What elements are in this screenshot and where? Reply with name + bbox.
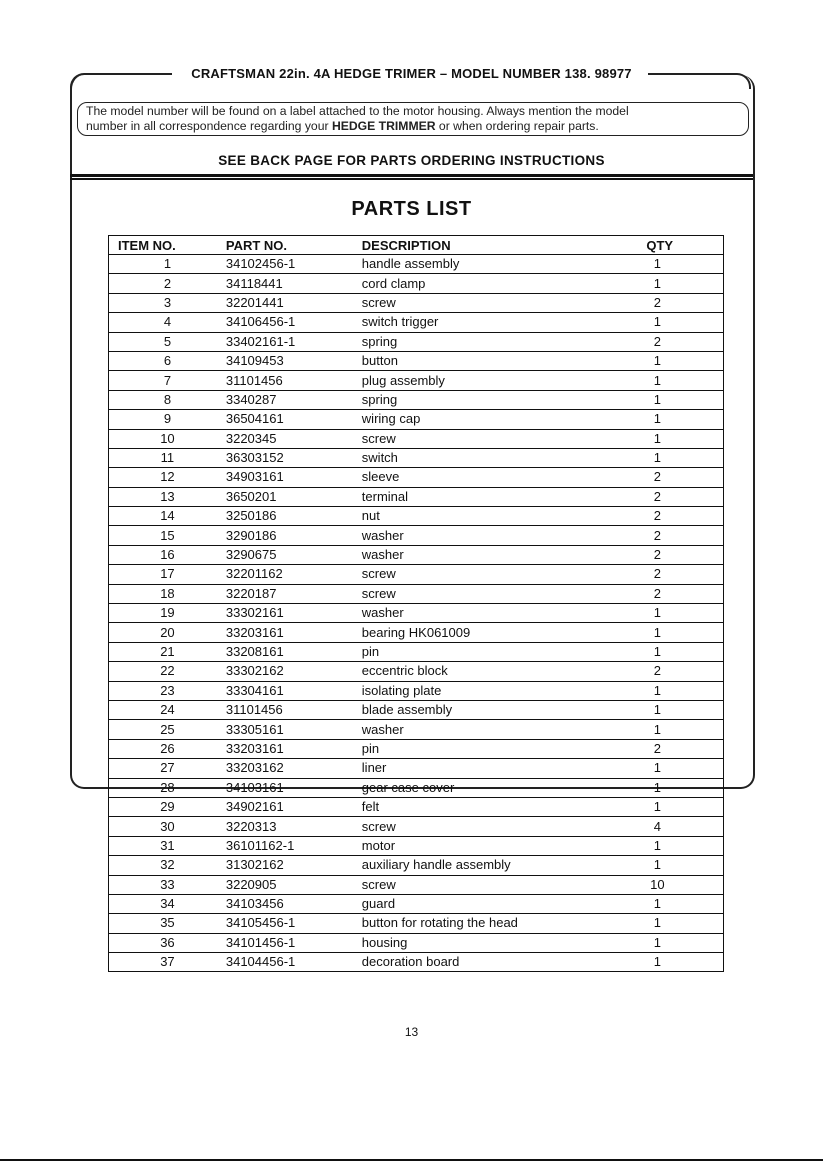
qty-cell (646, 255, 723, 274)
divider-thick (70, 174, 753, 177)
qty-cell (646, 700, 723, 719)
qty-value: 2 (653, 663, 661, 679)
qty-cell (646, 332, 723, 351)
qty-value: 2 (653, 294, 661, 310)
item-no-cell: 23 (109, 681, 226, 700)
qty-cell (646, 584, 723, 603)
part-no-cell: 3250186 (226, 507, 362, 526)
table-row (109, 856, 724, 875)
qty-cell (646, 448, 723, 467)
item-no-cell: 20 (109, 623, 226, 642)
qty-value: 1 (653, 857, 661, 873)
column-header-item-no: ITEM NO. (109, 236, 226, 255)
part-no-cell: 34105456-1 (226, 914, 362, 933)
part-no-cell: 3340287 (226, 390, 362, 409)
qty-value: 1 (653, 372, 661, 388)
item-no-cell: 35 (109, 914, 226, 933)
part-no-cell: 33304161 (226, 681, 362, 700)
part-no-cell: 33305161 (226, 720, 362, 739)
table-row (109, 410, 724, 429)
table-row (109, 933, 724, 952)
description-cell: isolating plate (362, 681, 647, 700)
table-row (109, 778, 724, 797)
part-no-cell: 34118441 (226, 274, 362, 293)
description-cell: cord clamp (362, 274, 647, 293)
part-no-cell: 33203162 (226, 759, 362, 778)
qty-cell (646, 526, 723, 545)
parts-table-body (109, 255, 724, 972)
part-no-cell: 34102456-1 (226, 255, 362, 274)
item-no-cell: 28 (109, 778, 226, 797)
item-no-cell: 30 (109, 817, 226, 836)
table-row (109, 351, 724, 370)
item-no-cell: 24 (109, 700, 226, 719)
qty-value: 2 (653, 469, 661, 485)
item-no-cell: 27 (109, 759, 226, 778)
qty-cell (646, 351, 723, 370)
part-no-cell: 3290675 (226, 545, 362, 564)
qty-cell (646, 487, 723, 506)
model-number-notice (77, 102, 749, 136)
qty-value: 2 (653, 488, 661, 504)
column-header-part-no: PART NO. (226, 236, 362, 255)
qty-value: 1 (653, 954, 661, 970)
divider-thin (70, 178, 753, 180)
qty-cell (646, 293, 723, 312)
table-row (109, 545, 724, 564)
qty-cell (646, 778, 723, 797)
part-no-cell: 33302161 (226, 604, 362, 623)
qty-value: 1 (653, 760, 661, 776)
description-cell: wiring cap (362, 410, 647, 429)
notice-product-name: HEDGE TRIMMER (331, 119, 436, 133)
item-no-cell: 11 (109, 448, 226, 467)
description-cell: liner (362, 759, 647, 778)
notice-line-2-prefix: number in all correspondence regarding your (86, 119, 332, 133)
column-header-description: DESCRIPTION (362, 236, 647, 255)
table-row (109, 894, 724, 913)
description-cell: screw (362, 817, 647, 836)
qty-cell (646, 739, 723, 758)
qty-cell (646, 545, 723, 564)
qty-cell (646, 642, 723, 661)
table-row (109, 797, 724, 816)
qty-value: 1 (653, 430, 661, 446)
table-row (109, 953, 724, 972)
qty-value: 1 (653, 256, 661, 272)
qty-value: 1 (653, 799, 661, 815)
part-no-cell: 34109453 (226, 351, 362, 370)
qty-value: 2 (653, 333, 661, 349)
description-cell: button for rotating the head (362, 914, 647, 933)
qty-cell (646, 662, 723, 681)
qty-value: 1 (653, 721, 661, 737)
item-no-cell: 5 (109, 332, 226, 351)
description-cell: gear case cover (362, 778, 647, 797)
part-no-cell: 31101456 (226, 371, 362, 390)
item-no-cell: 4 (109, 313, 226, 332)
qty-cell (646, 817, 723, 836)
table-row (109, 565, 724, 584)
parts-list-title: PARTS LIST (351, 198, 472, 220)
part-no-cell: 34903161 (226, 468, 362, 487)
qty-cell (646, 856, 723, 875)
table-row (109, 468, 724, 487)
qty-cell (646, 274, 723, 293)
table-row (109, 507, 724, 526)
qty-value: 2 (653, 740, 661, 756)
description-cell: guard (362, 894, 647, 913)
description-cell: washer (362, 604, 647, 623)
qty-cell (646, 836, 723, 855)
page-bottom-rule (0, 1159, 823, 1161)
qty-cell (646, 604, 723, 623)
part-no-cell: 36504161 (226, 410, 362, 429)
qty-value: 2 (653, 566, 661, 582)
qty-value: 1 (653, 605, 661, 621)
table-row (109, 700, 724, 719)
qty-cell (646, 468, 723, 487)
description-cell: handle assembly (362, 255, 647, 274)
description-cell: pin (362, 739, 647, 758)
item-no-cell: 33 (109, 875, 226, 894)
description-cell: screw (362, 293, 647, 312)
part-no-cell: 3220905 (226, 875, 362, 894)
description-cell: button (362, 351, 647, 370)
description-cell: blade assembly (362, 700, 647, 719)
description-cell: screw (362, 875, 647, 894)
part-no-cell: 3220187 (226, 584, 362, 603)
qty-cell (646, 894, 723, 913)
qty-value: 1 (653, 353, 661, 369)
item-no-cell: 8 (109, 390, 226, 409)
table-row (109, 371, 724, 390)
table-row (109, 487, 724, 506)
description-cell: washer (362, 526, 647, 545)
item-no-cell: 6 (109, 351, 226, 370)
description-cell: nut (362, 507, 647, 526)
table-row (109, 642, 724, 661)
description-cell: eccentric block (362, 662, 647, 681)
qty-value: 1 (653, 644, 661, 659)
part-no-cell: 36303152 (226, 448, 362, 467)
part-no-cell: 3650201 (226, 487, 362, 506)
table-row (109, 739, 724, 758)
qty-cell (646, 507, 723, 526)
qty-value: 1 (653, 314, 661, 330)
description-cell: switch (362, 448, 647, 467)
qty-value: 1 (653, 934, 661, 950)
description-cell: pin (362, 642, 647, 661)
table-row (109, 390, 724, 409)
item-no-cell: 2 (109, 274, 226, 293)
qty-cell (646, 875, 723, 894)
qty-cell (646, 429, 723, 448)
qty-cell (646, 797, 723, 816)
table-row (109, 681, 724, 700)
page-number: 13 (404, 1025, 419, 1039)
table-row (109, 836, 724, 855)
qty-value: 1 (653, 624, 661, 640)
description-cell: switch trigger (362, 313, 647, 332)
table-row (109, 662, 724, 681)
qty-value: 4 (653, 818, 661, 834)
description-cell: washer (362, 545, 647, 564)
description-cell: bearing HK061009 (362, 623, 647, 642)
notice-line-2 (86, 119, 740, 134)
description-cell: spring (362, 332, 647, 351)
description-cell: decoration board (362, 953, 647, 972)
qty-cell (646, 565, 723, 584)
table-header-row (109, 236, 724, 255)
description-cell: screw (362, 565, 647, 584)
item-no-cell: 7 (109, 371, 226, 390)
item-no-cell: 34 (109, 894, 226, 913)
part-no-cell: 32201441 (226, 293, 362, 312)
qty-value: 2 (653, 547, 661, 563)
table-row (109, 293, 724, 312)
description-cell: plug assembly (362, 371, 647, 390)
part-no-cell: 3290186 (226, 526, 362, 545)
table-row (109, 332, 724, 351)
item-no-cell: 17 (109, 565, 226, 584)
qty-value: 1 (653, 837, 661, 853)
item-no-cell: 12 (109, 468, 226, 487)
qty-value: 1 (653, 915, 661, 931)
ordering-instructions-note: SEE BACK PAGE FOR PARTS ORDERING INSTRUCTIONS (218, 153, 605, 168)
description-cell: sleeve (362, 468, 647, 487)
item-no-cell: 18 (109, 584, 226, 603)
item-no-cell: 37 (109, 953, 226, 972)
qty-cell (646, 390, 723, 409)
item-no-cell: 22 (109, 662, 226, 681)
table-row (109, 274, 724, 293)
qty-cell (646, 410, 723, 429)
qty-value: 2 (653, 508, 661, 524)
description-cell: screw (362, 584, 647, 603)
item-no-cell: 25 (109, 720, 226, 739)
part-no-cell: 36101162-1 (226, 836, 362, 855)
qty-value: 1 (653, 391, 661, 407)
part-no-cell: 34106456-1 (226, 313, 362, 332)
qty-cell (646, 681, 723, 700)
part-no-cell: 34103456 (226, 894, 362, 913)
part-no-cell: 31302162 (226, 856, 362, 875)
document-header (0, 66, 823, 81)
table-row (109, 623, 724, 642)
qty-value: 1 (653, 450, 661, 466)
table-row (109, 604, 724, 623)
item-no-cell: 29 (109, 797, 226, 816)
column-header-qty: QTY (646, 236, 723, 255)
item-no-cell: 26 (109, 739, 226, 758)
item-no-cell: 13 (109, 487, 226, 506)
qty-value: 1 (653, 411, 661, 427)
description-cell: washer (362, 720, 647, 739)
qty-cell (646, 914, 723, 933)
table-row (109, 914, 724, 933)
item-no-cell: 3 (109, 293, 226, 312)
part-no-cell: 33203161 (226, 739, 362, 758)
qty-value: 2 (653, 585, 661, 601)
item-no-cell: 16 (109, 545, 226, 564)
table-row (109, 313, 724, 332)
qty-value: 1 (653, 275, 661, 291)
item-no-cell: 31 (109, 836, 226, 855)
header-title: CRAFTSMAN 22in. 4A HEDGE TRIMER – MODEL NUMBER 138. 98977 (187, 66, 636, 81)
description-cell: terminal (362, 487, 647, 506)
item-no-cell: 21 (109, 642, 226, 661)
description-cell: auxiliary handle assembly (362, 856, 647, 875)
part-no-cell: 33402161-1 (226, 332, 362, 351)
qty-value: 1 (653, 682, 661, 698)
description-cell: housing (362, 933, 647, 952)
part-no-cell: 34104456-1 (226, 953, 362, 972)
part-no-cell: 34902161 (226, 797, 362, 816)
table-row (109, 448, 724, 467)
qty-cell (646, 371, 723, 390)
item-no-cell: 32 (109, 856, 226, 875)
item-no-cell: 1 (109, 255, 226, 274)
qty-cell (646, 623, 723, 642)
parts-table (108, 235, 724, 972)
part-no-cell: 33302162 (226, 662, 362, 681)
item-no-cell: 15 (109, 526, 226, 545)
part-no-cell: 3220313 (226, 817, 362, 836)
qty-value: 2 (653, 527, 661, 543)
qty-cell (646, 759, 723, 778)
table-row (109, 875, 724, 894)
description-cell: spring (362, 390, 647, 409)
part-no-cell: 32201162 (226, 565, 362, 584)
item-no-cell: 19 (109, 604, 226, 623)
notice-line-1: The model number will be found on a label attached to the motor housing. Always mention the model (86, 104, 629, 118)
part-no-cell: 33208161 (226, 642, 362, 661)
table-row (109, 526, 724, 545)
qty-cell (646, 933, 723, 952)
table-row (109, 817, 724, 836)
description-cell: screw (362, 429, 647, 448)
qty-cell (646, 720, 723, 739)
part-no-cell: 3220345 (226, 429, 362, 448)
table-row (109, 720, 724, 739)
description-cell: motor (362, 836, 647, 855)
description-cell: felt (362, 797, 647, 816)
qty-value: 1 (653, 896, 661, 912)
qty-value: 10 (650, 876, 665, 892)
qty-cell (646, 313, 723, 332)
item-no-cell: 9 (109, 410, 226, 429)
notice-line-2-suffix: or when ordering repair parts. (435, 119, 599, 133)
table-row (109, 255, 724, 274)
part-no-cell: 34101456-1 (226, 933, 362, 952)
part-no-cell: 34103161 (226, 778, 362, 797)
part-no-cell: 33203161 (226, 623, 362, 642)
qty-value: 1 (653, 779, 661, 795)
item-no-cell: 36 (109, 933, 226, 952)
qty-value: 1 (653, 702, 661, 718)
table-row (109, 584, 724, 603)
qty-cell (646, 953, 723, 972)
part-no-cell: 31101456 (226, 700, 362, 719)
item-no-cell: 10 (109, 429, 226, 448)
table-row (109, 759, 724, 778)
item-no-cell: 14 (109, 507, 226, 526)
table-row (109, 429, 724, 448)
